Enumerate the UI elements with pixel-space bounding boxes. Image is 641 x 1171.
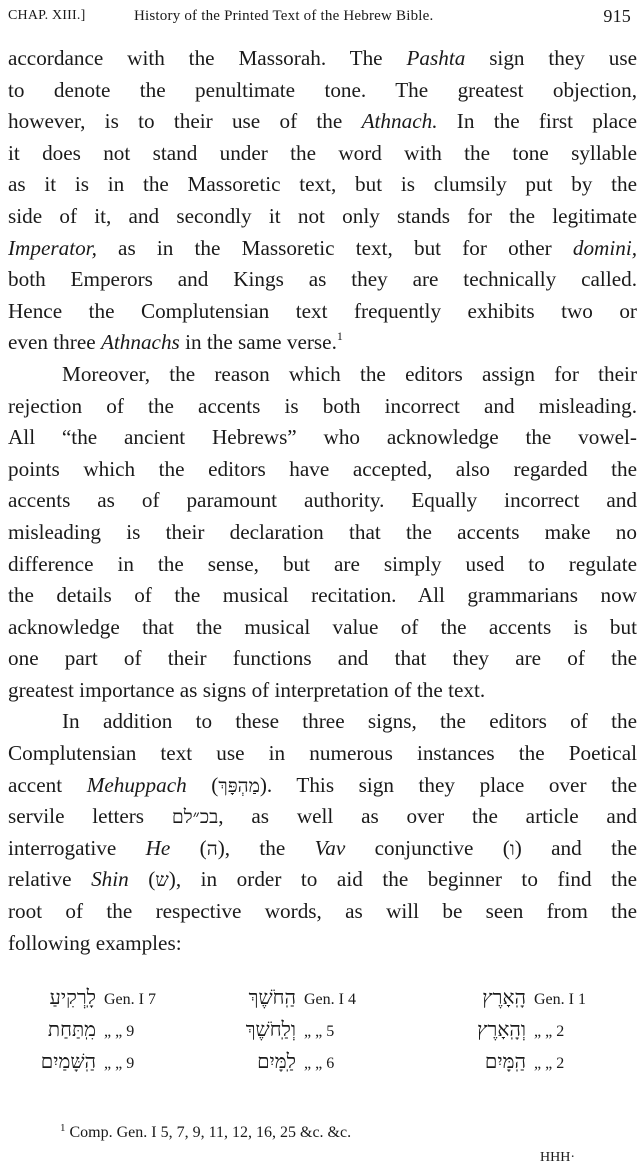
text-line xyxy=(8,738,637,770)
text-run: in the same verse. xyxy=(179,330,337,355)
text-run: sign they use xyxy=(465,46,637,70)
example-cell xyxy=(208,985,356,1010)
italic-term: Vav xyxy=(314,835,346,860)
text-run: accordance with the Massorah. The xyxy=(8,46,407,70)
text-run: misleading is their declaration that the accents make no xyxy=(8,519,637,544)
text-line xyxy=(8,864,637,896)
chapter-label: CHAP. XIII.] xyxy=(8,8,86,23)
text-line xyxy=(8,233,637,265)
footnote-marker: 1 xyxy=(60,1122,66,1134)
text-run: ( xyxy=(186,772,219,797)
text-line xyxy=(8,75,637,107)
example-cell xyxy=(8,1017,134,1042)
verse-reference: „ „ 2 xyxy=(534,1055,565,1072)
verse-reference: „ „ 9 xyxy=(104,1055,135,1072)
hebrew-term: ש xyxy=(155,869,169,892)
italic-term: Shin xyxy=(91,867,129,892)
text-run: Moreover, the reason which the editors assign for their xyxy=(62,361,637,386)
text-line xyxy=(8,201,637,233)
verse-reference: „ „ 9 xyxy=(104,1023,135,1040)
hebrew-word: וְהָֽאָרֶץ xyxy=(477,1017,526,1041)
text-run: following examples: xyxy=(8,930,182,955)
text-run: rejection of the accents is both incorrect and misleading. xyxy=(8,393,637,418)
hebrew-word: מִֽתַּחַת xyxy=(47,1017,96,1041)
example-cell xyxy=(8,1049,134,1074)
hebrew-word: הַֽשָּׁמַיִם xyxy=(40,1049,96,1073)
text-run: servile letters xyxy=(8,804,172,829)
text-run: both Emperors and Kings as they are technically called. xyxy=(8,267,637,292)
text-run: side of it, and secondly it not only stands for the legitimate xyxy=(8,203,637,228)
text-run: relative xyxy=(8,867,92,892)
running-title: History of the Printed Text of the Hebrew Bible. xyxy=(134,8,434,24)
text-line xyxy=(8,612,637,644)
italic-term: He xyxy=(145,835,171,860)
text-run: interrogative xyxy=(8,835,146,860)
text-run: ), in order to aid the beginner to find the xyxy=(168,867,637,892)
text-run: In addition to these three signs, the editors of the xyxy=(62,709,637,734)
running-head xyxy=(8,4,633,30)
example-cell xyxy=(208,1017,334,1042)
example-cell xyxy=(438,985,586,1010)
footnote xyxy=(60,1124,351,1142)
example-cell xyxy=(8,985,156,1010)
hebrew-term: מַהְפָּךְ xyxy=(218,774,260,797)
hebrew-word: וְלַֽחֹשֶׁךְ xyxy=(245,1017,296,1041)
text-run: Complutensian text use in numerous instances the Poetical xyxy=(8,741,637,766)
text-run: to denote the penultimate tone. The greatest objection, xyxy=(8,77,637,102)
text-line xyxy=(8,643,637,675)
text-line xyxy=(8,896,637,928)
hebrew-word: הָֽאָרֶץ xyxy=(482,985,526,1009)
text-run: one part of their functions and that they are of the xyxy=(8,646,637,671)
text-line xyxy=(8,770,637,802)
text-run: All “the ancient Hebrews” who acknowledge the vowel- xyxy=(8,425,637,450)
italic-term: Athnach. xyxy=(361,109,438,134)
verse-reference: „ „ 6 xyxy=(304,1055,335,1072)
text-line xyxy=(8,833,637,865)
text-line xyxy=(8,801,637,833)
hebrew-term: ו xyxy=(509,837,515,860)
text-run: ( xyxy=(128,867,156,892)
text-line xyxy=(8,138,637,170)
hebrew-examples xyxy=(8,985,637,1081)
text-run: as it is in the Massoretic text, but is clumsily put by the xyxy=(8,172,637,197)
text-line xyxy=(8,106,637,138)
text-line xyxy=(8,359,637,391)
verse-reference: „ „ 5 xyxy=(304,1023,335,1040)
text-run: conjunctive ( xyxy=(345,835,510,860)
text-run: it does not stand under the word with the tone syllable xyxy=(8,140,637,165)
text-line xyxy=(8,296,637,328)
text-line xyxy=(8,169,637,201)
hebrew-word: לַֽמָּיִם xyxy=(257,1049,296,1073)
example-cell xyxy=(438,1017,564,1042)
verse-reference: Gen. I 1 xyxy=(534,991,586,1008)
example-cell xyxy=(438,1049,564,1074)
text-run: the details of the musical recitation. All grammarians now xyxy=(8,583,637,608)
text-run: In the first place xyxy=(437,109,637,134)
text-line xyxy=(8,391,637,423)
text-run: , as well as over the article and xyxy=(218,804,637,829)
text-run: accent xyxy=(8,772,87,797)
italic-term: Mehuppach xyxy=(86,772,187,797)
example-cell xyxy=(208,1049,334,1074)
text-run: accents as of paramount authority. Equally incorrect and xyxy=(8,488,637,513)
text-run: however, is to their use of the xyxy=(8,109,362,134)
text-line xyxy=(8,580,637,612)
example-row xyxy=(8,985,637,1017)
text-run: acknowledge that the musical value of the accents is but xyxy=(8,614,637,639)
hebrew-word: הַֽחֹשֶׁךְ xyxy=(248,985,296,1009)
text-line xyxy=(8,549,637,581)
footnote-ref: 1 xyxy=(336,329,343,344)
hebrew-word: לָֽרְקִיעַ xyxy=(49,985,96,1009)
body-text xyxy=(8,43,637,959)
text-line xyxy=(8,264,637,296)
italic-term: Athnachs xyxy=(100,330,180,355)
verse-reference: Gen. I 4 xyxy=(304,991,356,1008)
text-line xyxy=(8,706,637,738)
text-run: as in the Massoretic text, but for other xyxy=(96,235,573,260)
text-run: ( xyxy=(170,835,207,860)
signature-mark: HHH· xyxy=(540,1150,575,1165)
text-run: points which the editors have accepted, also regarded the xyxy=(8,456,637,481)
hebrew-term: ה xyxy=(206,837,218,860)
text-line xyxy=(8,43,637,75)
text-run: Hence the Complutensian text frequently exhibits two or xyxy=(8,298,637,323)
hebrew-term: בכ״לם xyxy=(171,806,219,829)
text-run: ) and the xyxy=(514,835,637,860)
text-run: ). This sign they place over the xyxy=(259,772,637,797)
italic-term: Pashta xyxy=(406,46,466,70)
text-line xyxy=(8,422,637,454)
page-number: 915 xyxy=(603,6,631,26)
footnote-text: Comp. Gen. I 5, 7, 9, 11, 12, 16, 25 &c. &c. xyxy=(69,1124,352,1141)
text-run: greatest importance as signs of interpretation of the text. xyxy=(8,677,486,702)
verse-reference: Gen. I 7 xyxy=(104,991,156,1008)
text-line xyxy=(8,454,637,486)
text-line xyxy=(8,675,637,707)
text-run: even three xyxy=(8,330,101,355)
italic-term: Imperator, xyxy=(8,235,97,260)
text-run: difference in the sense, but are simply used to regulate xyxy=(8,551,637,576)
text-line xyxy=(8,928,637,960)
text-run: root of the respective words, as will be seen from the xyxy=(8,899,637,924)
example-row xyxy=(8,1049,637,1081)
text-run: ), the xyxy=(217,835,315,860)
text-line xyxy=(8,517,637,549)
hebrew-word: הַֽמָּיִם xyxy=(484,1049,526,1073)
text-line xyxy=(8,327,637,359)
verse-reference: „ „ 2 xyxy=(534,1023,565,1040)
text-line xyxy=(8,485,637,517)
italic-term: domini, xyxy=(572,235,637,260)
example-row xyxy=(8,1017,637,1049)
